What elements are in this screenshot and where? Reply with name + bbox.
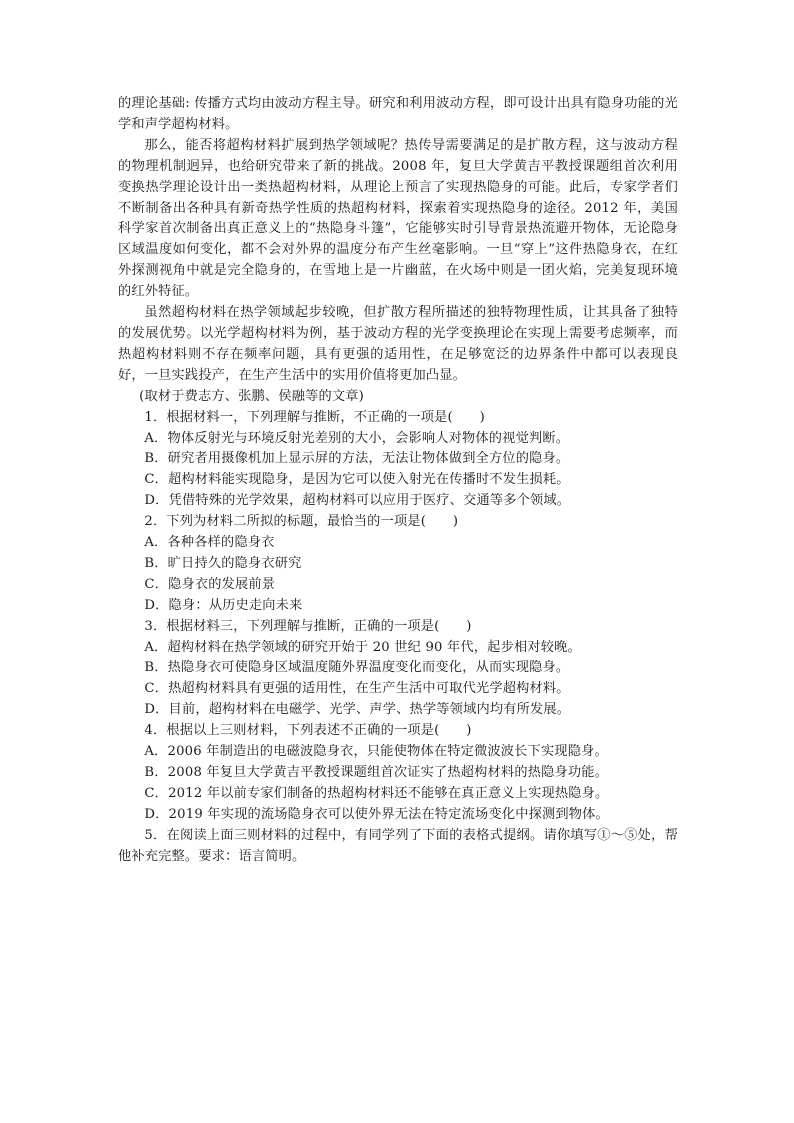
- question-1: [118, 408, 678, 513]
- question-4-option-d: D．2019 年实现的流场隐身衣可以使外界无法在特定流场变化中探测到物体。: [144, 806, 609, 822]
- question-2-option-b: B．旷日持久的隐身衣研究: [144, 555, 302, 571]
- question-1-option-b: B．研究者用摄像机加上显示屏的方法，无法让物体做到全方位的隐身。: [144, 451, 570, 467]
- question-4-option-b: B．2008 年复旦大学黄吉平教授课题组首次证实了热超构材料的热隐身功能。: [144, 765, 609, 780]
- question-4-option-c: C．2012 年以前专家们制备的热超构材料还不能够在真正意义上实现热隐身。: [144, 785, 609, 801]
- question-5: 5．在阅读上面三则材料的过程中，有同学列了下面的表格式提纲。请你填写①～⑤处，帮他补充完整。要求：语言简明。: [118, 827, 678, 864]
- question-2-option-a: A．各种各样的隐身衣: [144, 535, 275, 551]
- question-1-stem: 1．根据材料一，下列理解与推断，不正确的一项是( ): [144, 409, 485, 425]
- question-4-stem: 4．根据以上三则材料，下列表述不正确的一项是( ): [144, 723, 472, 739]
- paragraph-1: 的理论基础: 传播方式均由波动方程主导。研究和利用波动方程，即可设计出具有隐身功能的光学和声学超构材料。: [118, 96, 678, 132]
- source-citation: (取材于费志方、张鹏、侯融等的文章): [139, 388, 364, 404]
- question-3: [118, 617, 678, 722]
- question-3-option-d: D．目前，超构材料在电磁学、光学、声学、热学等领域内均有所发展。: [144, 702, 571, 718]
- question-2: [118, 512, 678, 617]
- paragraph-3: 虽然超构材料在热学领域起步较晚，但扩散方程所描述的独特物理性质，让其具备了独特的发展优势。以光学超构材料为例，基于波动方程的光学变换理论在实现上需要考虑频率，而热超构材料则不存在频率问题，具有更强的适用性，在足够宽泛的边界条件中都可以表现良好，一旦实践投产，在生产生活中的实用价值将更加凸显。: [118, 305, 678, 383]
- question-1-option-c: C．超构材料能实现隐身，是因为它可以使入射光在传播时不发生损耗。: [144, 472, 570, 488]
- question-3-option-a: A．超构材料在热学领域的研究开始于 20 世纪 90 年代，起步相对较晚。: [144, 639, 581, 655]
- question-3-option-c: C．热超构材料具有更强的适用性，在生产生活中可取代光学超构材料。: [144, 681, 570, 697]
- question-2-stem: 2．下列为材料二所拟的标题，最恰当的一项是( ): [144, 514, 459, 530]
- question-1-option-a: A．物体反射光与环境反射光差别的大小，会影响人对物体的视觉判断。: [144, 430, 570, 446]
- question-2-option-d: D．隐身：从历史走向未来: [144, 597, 303, 613]
- question-4: [118, 721, 678, 826]
- question-2-option-c: C．隐身衣的发展前景: [144, 576, 276, 592]
- document-page: [118, 94, 678, 868]
- question-4-option-a: A．2006 年制造出的电磁波隐身衣，只能使物体在特定微波波长下实现隐身。: [144, 744, 608, 760]
- question-1-option-d: D．凭借特殊的光学效果，超构材料可以应用于医疗、交通等多个领域。: [144, 493, 571, 509]
- question-3-stem: 3．根据材料三，下列理解与推断，正确的一项是( ): [144, 618, 472, 634]
- paragraph-2: 那么，能否将超构材料扩展到热学领域呢？热传导需要满足的是扩散方程，这与波动方程的物理机制迥异，也给研究带来了新的挑战。2008 年，复旦大学黄吉平教授课题组首次利用变换热学理论设计出一类热超构材料，从理论上预言了实现热隐身的可能。此后，专家学者们不断制备出各种具有新奇热学性质的热超构材料，探索着实现热隐身的途径。2012 年，美国科学家首次制备出真正意义上的“热隐身斗篷”，它能够实时引导背景热流避开物体，无论隐身区域温度如何变化，都不会对外界的温度分布产生丝毫影响。一旦“穿上”这件热隐身衣，在红外探测视角中就是完全隐身的，在雪地上是一片幽蓝，在火场中则是一团火焰，完美复现环境的红外特征。: [118, 137, 678, 300]
- question-3-option-b: B．热隐身衣可使隐身区域温度随外界温度变化而变化，从而实现隐身。: [144, 660, 570, 676]
